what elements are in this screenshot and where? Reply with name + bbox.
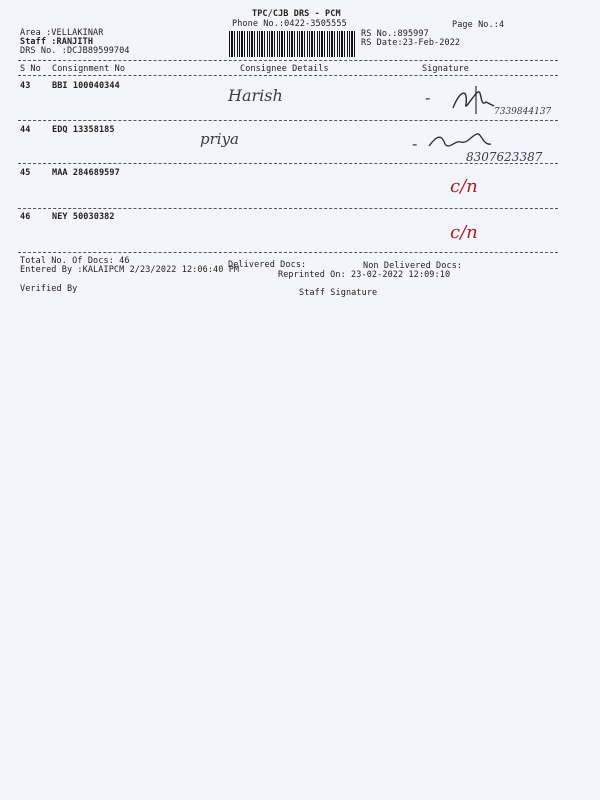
row-sno: 45 [20,168,31,178]
row-rule [18,120,558,121]
row-sno: 43 [20,81,31,91]
non-delivered-docs: Non Delivered Docs: [363,261,463,271]
row-consignment: BBI 100040344 [52,81,120,91]
page-number: Page No.:4 [452,20,505,30]
reprinted-on: Reprinted On: 23-02-2022 12:09:10 [278,270,451,280]
col-consignee: Consignee Details [240,64,329,74]
row-rule [18,252,558,253]
consignee-name-handwritten: priya [200,130,239,148]
closed-note-handwritten: c/n [450,176,478,197]
row-sno: 44 [20,125,31,135]
row-consignment: EDQ 13358185 [52,125,115,135]
row-consignment: MAA 284689597 [52,168,120,178]
col-signature: Signature [422,64,469,74]
total-docs: Total No. Of Docs: 46 [20,256,130,266]
row-consignment: NEY 50030382 [52,212,115,222]
column-rule [18,75,558,76]
drs-number: DRS No. :DCJB89599704 [20,46,130,56]
receiver-phone-handwritten: 7339844137 [494,107,552,117]
row-rule [18,208,558,209]
header-rule [18,60,558,61]
report-title: TPC/CJB DRS - PCM [252,9,341,19]
staff-label: Staff :RANJITH [20,37,94,47]
delivered-docs: Delivered Docs: [228,260,307,270]
staff-signature: Staff Signature [299,288,378,298]
phone-number: Phone No.:0422-3505555 [232,19,347,29]
row-rule [18,163,558,164]
rs-number: RS No.:895997 [361,29,429,39]
verified-by: Verified By [20,284,78,294]
col-consignment: Consignment No [52,64,126,74]
sign-dash: - [425,88,431,107]
signature-scribble [448,84,498,116]
col-sno: S No [20,64,41,74]
receiver-phone-handwritten: 8307623387 [466,150,543,164]
entered-by: Entered By :KALAIPCM 2/23/2022 12:06:40 PM [20,265,240,275]
consignee-name-handwritten: Harish [228,86,283,105]
rs-date: RS Date:23-Feb-2022 [361,38,461,48]
barcode [229,31,355,57]
sign-dash: - [412,134,418,153]
closed-note-handwritten: c/n [450,222,478,243]
row-sno: 46 [20,212,31,222]
area-label: Area :VELLAKINAR [20,28,104,38]
